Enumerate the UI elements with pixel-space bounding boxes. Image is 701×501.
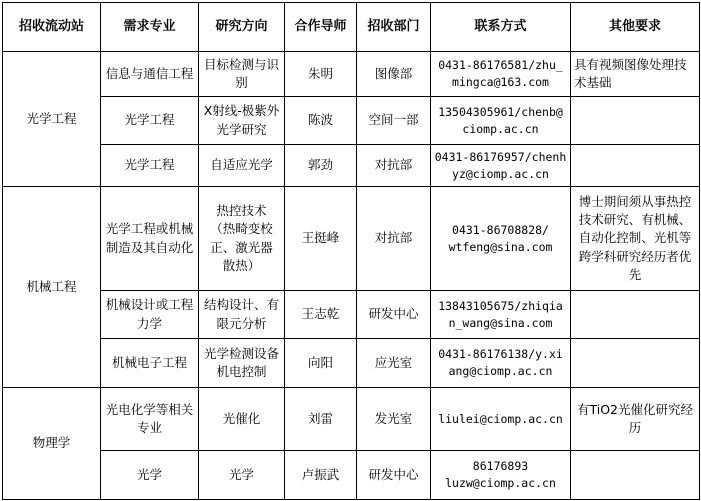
- contact-line: mingca@163.com: [452, 75, 549, 89]
- other-cell: [571, 97, 700, 145]
- header-contact: 联系方式: [431, 3, 571, 52]
- header-advisor: 合作导师: [285, 3, 357, 52]
- major-cell: 光学工程或机械制造及其自动化: [101, 187, 199, 291]
- dept-cell: 空间一部: [357, 97, 431, 145]
- major-cell: 信息与通信工程: [101, 52, 199, 97]
- header-major: 需求专业: [101, 3, 199, 52]
- contact-line: 86176893: [472, 459, 529, 474]
- direction-cell: 目标检测与识别: [199, 52, 285, 97]
- header-row: [3, 3, 700, 52]
- contact-cell: [431, 145, 571, 187]
- advisor-cell: 向阳: [285, 339, 357, 388]
- header-other: 其他要求: [571, 3, 700, 52]
- contact-line: 13504305961/chenb@: [438, 104, 563, 119]
- other-cell: 博士期间须从事热控技术研究、有机械、自动化控制、光机等跨学科研究经历者优先: [571, 187, 700, 291]
- table-row: [3, 187, 700, 291]
- other-cell: [571, 291, 700, 339]
- contact-line: ang@ciomp.ac.cn: [448, 364, 553, 378]
- header-direction: 研究方向: [199, 3, 285, 52]
- other-cell: [571, 339, 700, 388]
- contact-line: 0431-86176581/zhu_: [438, 58, 563, 73]
- advisor-cell: 卢振武: [285, 451, 357, 500]
- table-row: [3, 388, 700, 451]
- dept-cell: 图像部: [357, 52, 431, 97]
- direction-line: 散热）: [222, 257, 261, 273]
- advisor-cell: 朱明: [285, 52, 357, 97]
- dept-cell: 对抗部: [357, 145, 431, 187]
- other-cell: [571, 451, 700, 500]
- advisor-cell: 王志乾: [285, 291, 357, 339]
- table-row: [3, 451, 700, 500]
- direction-cell: 光催化: [199, 388, 285, 451]
- direction-cell: 光学: [199, 451, 285, 500]
- contact-cell: [431, 451, 571, 500]
- other-cell: [571, 145, 700, 187]
- station-cell: 机械工程: [3, 187, 101, 388]
- contact-line: 0431-86176138/y.xi: [438, 347, 563, 362]
- recruitment-table: [2, 2, 700, 500]
- direction-cell: 结构设计、有限元分析: [199, 291, 285, 339]
- contact-cell: [431, 339, 571, 388]
- advisor-cell: 郭劲: [285, 145, 357, 187]
- major-cell: 机械设计或工程力学: [101, 291, 199, 339]
- station-cell: 物理学: [3, 388, 101, 500]
- major-cell: 光学: [101, 451, 199, 500]
- contact-line: wtfeng@sina.com: [448, 239, 553, 254]
- dept-cell: 研发中心: [357, 451, 431, 500]
- contact-cell: [431, 52, 571, 97]
- contact-cell: [431, 97, 571, 145]
- dept-cell: 发光室: [357, 388, 431, 451]
- contact-line: ciomp.ac.cn: [462, 121, 539, 136]
- table-row: [3, 339, 700, 388]
- contact-cell: [431, 187, 571, 291]
- advisor-cell: 刘雷: [285, 388, 357, 451]
- direction-cell: X射线-极紫外光学研究: [199, 97, 285, 145]
- header-dept: 招收部门: [357, 3, 431, 52]
- major-cell: 光学工程: [101, 97, 199, 145]
- contact-line: 0431-86708828/: [452, 222, 549, 237]
- dept-cell: 对抗部: [357, 187, 431, 291]
- contact-cell: [431, 291, 571, 339]
- direction-cell: [199, 187, 285, 291]
- other-cell: 有TiO2光催化研究经历: [571, 388, 700, 451]
- major-cell: 机械电子工程: [101, 339, 199, 388]
- contact-line: liulei@ciomp.ac.cn: [438, 411, 563, 426]
- table-row: [3, 52, 700, 97]
- contact-line: 13843105675/zhiqia: [438, 298, 563, 313]
- other-cell: 具有视频图像处理技术基础: [571, 52, 700, 97]
- table-row: [3, 145, 700, 187]
- direction-line: 热控技术: [216, 203, 267, 219]
- table-row: [3, 291, 700, 339]
- direction-line: （热畸变校: [210, 221, 273, 237]
- advisor-cell: 王挺峰: [285, 187, 357, 291]
- dept-cell: 应光室: [357, 339, 431, 388]
- contact-line: yz@ciomp.ac.cn: [452, 166, 549, 181]
- contact-line: n_wang@sina.com: [448, 315, 553, 330]
- contact-line: luzw@ciomp.ac.cn: [445, 476, 556, 490]
- direction-cell: 自适应光学: [199, 145, 285, 187]
- contact-line: 0431-86176957/chenh: [434, 149, 567, 164]
- direction-cell: 光学检测设备机电控制: [199, 339, 285, 388]
- header-station: 招收流动站: [3, 3, 101, 52]
- station-cell: 光学工程: [3, 52, 101, 187]
- major-cell: 光学工程: [101, 145, 199, 187]
- advisor-cell: 陈波: [285, 97, 357, 145]
- major-cell: 光电化学等相关专业: [101, 388, 199, 451]
- contact-cell: [431, 388, 571, 451]
- table-row: [3, 97, 700, 145]
- dept-cell: 研发中心: [357, 291, 431, 339]
- direction-line: 正、激光器: [210, 239, 273, 255]
